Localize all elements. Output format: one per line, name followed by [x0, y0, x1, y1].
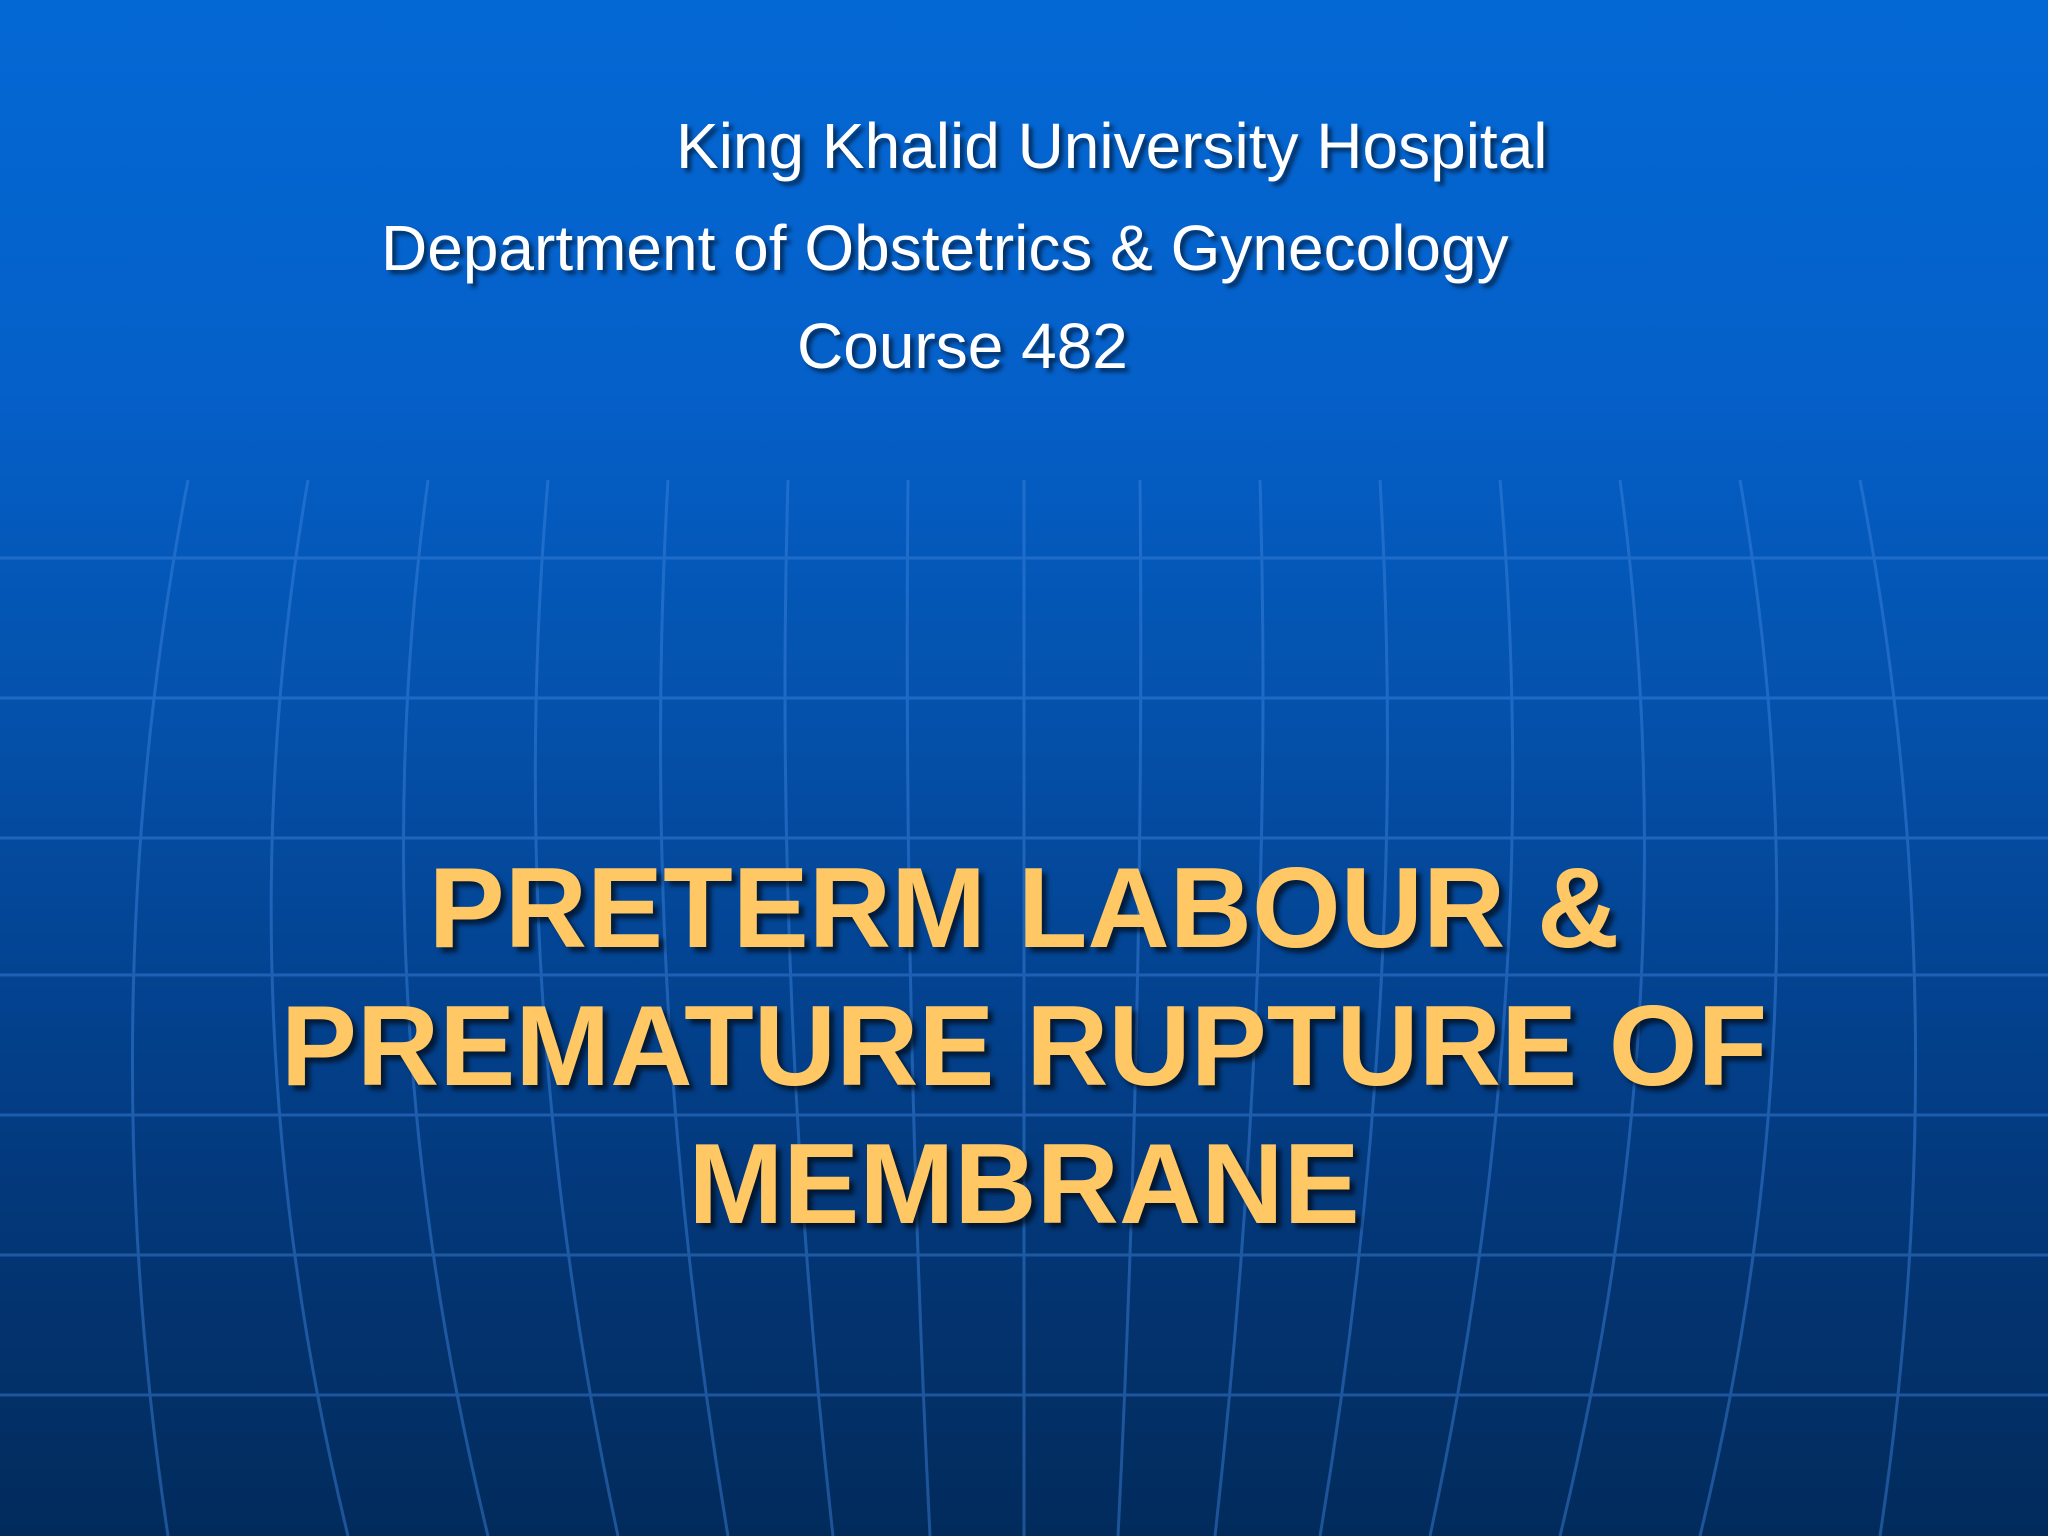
hospital-name: King Khalid University Hospital: [676, 110, 1548, 182]
slide-title: [0, 840, 2048, 1254]
course-number: Course 482: [797, 310, 1128, 382]
department-name: Department of Obstetrics & Gynecology: [381, 212, 1509, 284]
title-line-3: MEMBRANE: [688, 1121, 1360, 1248]
title-line-1: PRETERM LABOUR &: [428, 845, 1620, 972]
title-line-2: PREMATURE RUPTURE OF: [280, 983, 1768, 1110]
